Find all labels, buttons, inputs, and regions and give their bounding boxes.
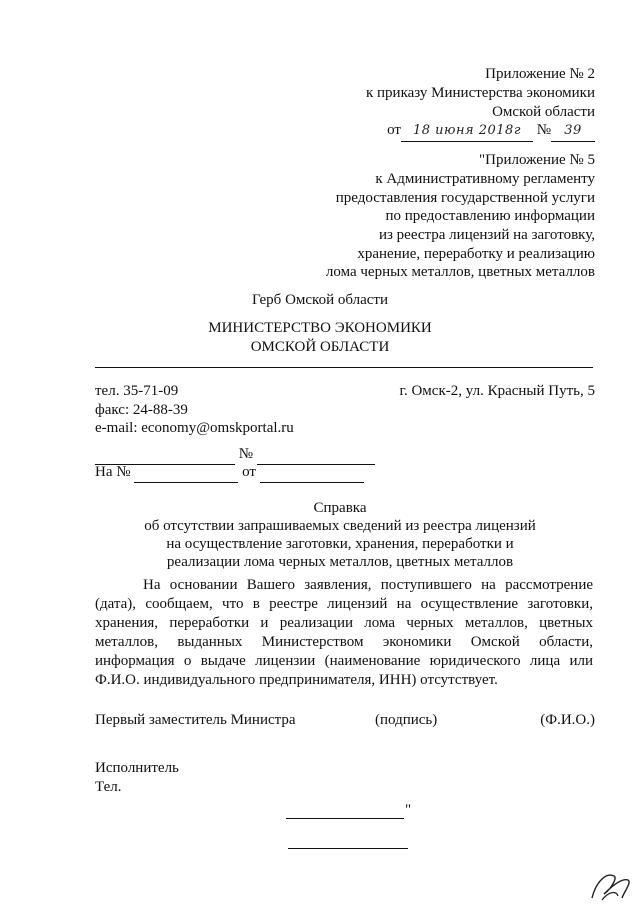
certificate-body [95, 576, 593, 690]
appendix-line-2: к приказу Министерства экономики [365, 85, 595, 101]
bottom-line-2 [288, 848, 408, 849]
incoming-date-blank [260, 462, 364, 483]
ministry-name-line-2: ОМСКОЙ ОБЛАСТИ [250, 339, 390, 355]
contact-fax: факс: 24-88-39 [95, 402, 188, 418]
contact-phone: тел. 35-71-09 [95, 383, 179, 399]
signatory-name-placeholder: (Ф.И.О.) [540, 712, 595, 728]
regulation-line-1: "Приложение № 5 [479, 152, 595, 168]
regulation-line-7: лома черных металлов, цветных металлов [325, 264, 595, 280]
contact-address: г. Омск-2, ул. Красный Путь, 5 [399, 383, 595, 399]
incoming-number-blank [134, 462, 238, 483]
outgoing-number-sign: № [238, 446, 254, 462]
executor-label: Исполнитель [95, 760, 179, 776]
closing-quote: " [405, 802, 412, 818]
appendix-line-3: Омской области [492, 104, 595, 120]
appendix-date-line [387, 120, 595, 142]
executor-phone-label: Тел. [95, 779, 122, 795]
certificate-subtitle-line-3: реализации лома черных металлов, цветных металлов [166, 554, 514, 570]
incoming-on-number-label: На № [95, 464, 131, 480]
appendix-line-1: Приложение № 2 [485, 66, 595, 82]
coat-of-arms-label: Герб Омской области [252, 292, 388, 308]
handwritten-initials-mark [588, 868, 636, 902]
ministry-name-line-1: МИНИСТЕРСТВО ЭКОНОМИКИ [208, 320, 432, 336]
incoming-from-label: от [242, 464, 256, 480]
header-separator [95, 367, 593, 368]
signature-placeholder: (подпись) [375, 712, 438, 728]
certificate-subtitle-line-2: на осуществление заготовки, хранения, переработки и [166, 536, 514, 552]
certificate-title: Справка [313, 500, 367, 516]
handwritten-date: 18 июня 2018г [401, 121, 533, 142]
number-prefix: № [536, 122, 551, 138]
certificate-body-text: На основании Вашего заявления, поступившего на рассмотрение (дата), сообщаем, что в реестре лицензий на осуществление заготовки, хранения, переработки и реализации лома черных металлов, цветных металлов, выданных Министерством экономики Омской области, информация о выдаче лицензии (наименование юридического лица или Ф.И.О. индивидуального предпринимателя, ИНН) отсутствует. [95, 577, 593, 688]
bottom-line-1 [286, 818, 404, 819]
certificate-subtitle-line-1: об отсутствии запрашиваемых сведений из реестра лицензий [144, 518, 536, 534]
contact-email: e-mail: economy@omskportal.ru [95, 420, 294, 436]
signatory-position: Первый заместитель Министра [95, 712, 296, 728]
date-prefix: от [387, 122, 401, 138]
regulation-line-6: хранение, переработку и реализацию [357, 246, 595, 262]
regulation-line-4: по предоставлению информации [385, 208, 595, 224]
incoming-number-line [95, 462, 364, 483]
regulation-line-3: предоставления государственной услуги [335, 190, 595, 206]
regulation-line-5: из реестра лицензий на заготовку, [378, 227, 595, 243]
handwritten-number: 39 [551, 121, 595, 142]
regulation-line-2: к Административному регламенту [375, 171, 595, 187]
